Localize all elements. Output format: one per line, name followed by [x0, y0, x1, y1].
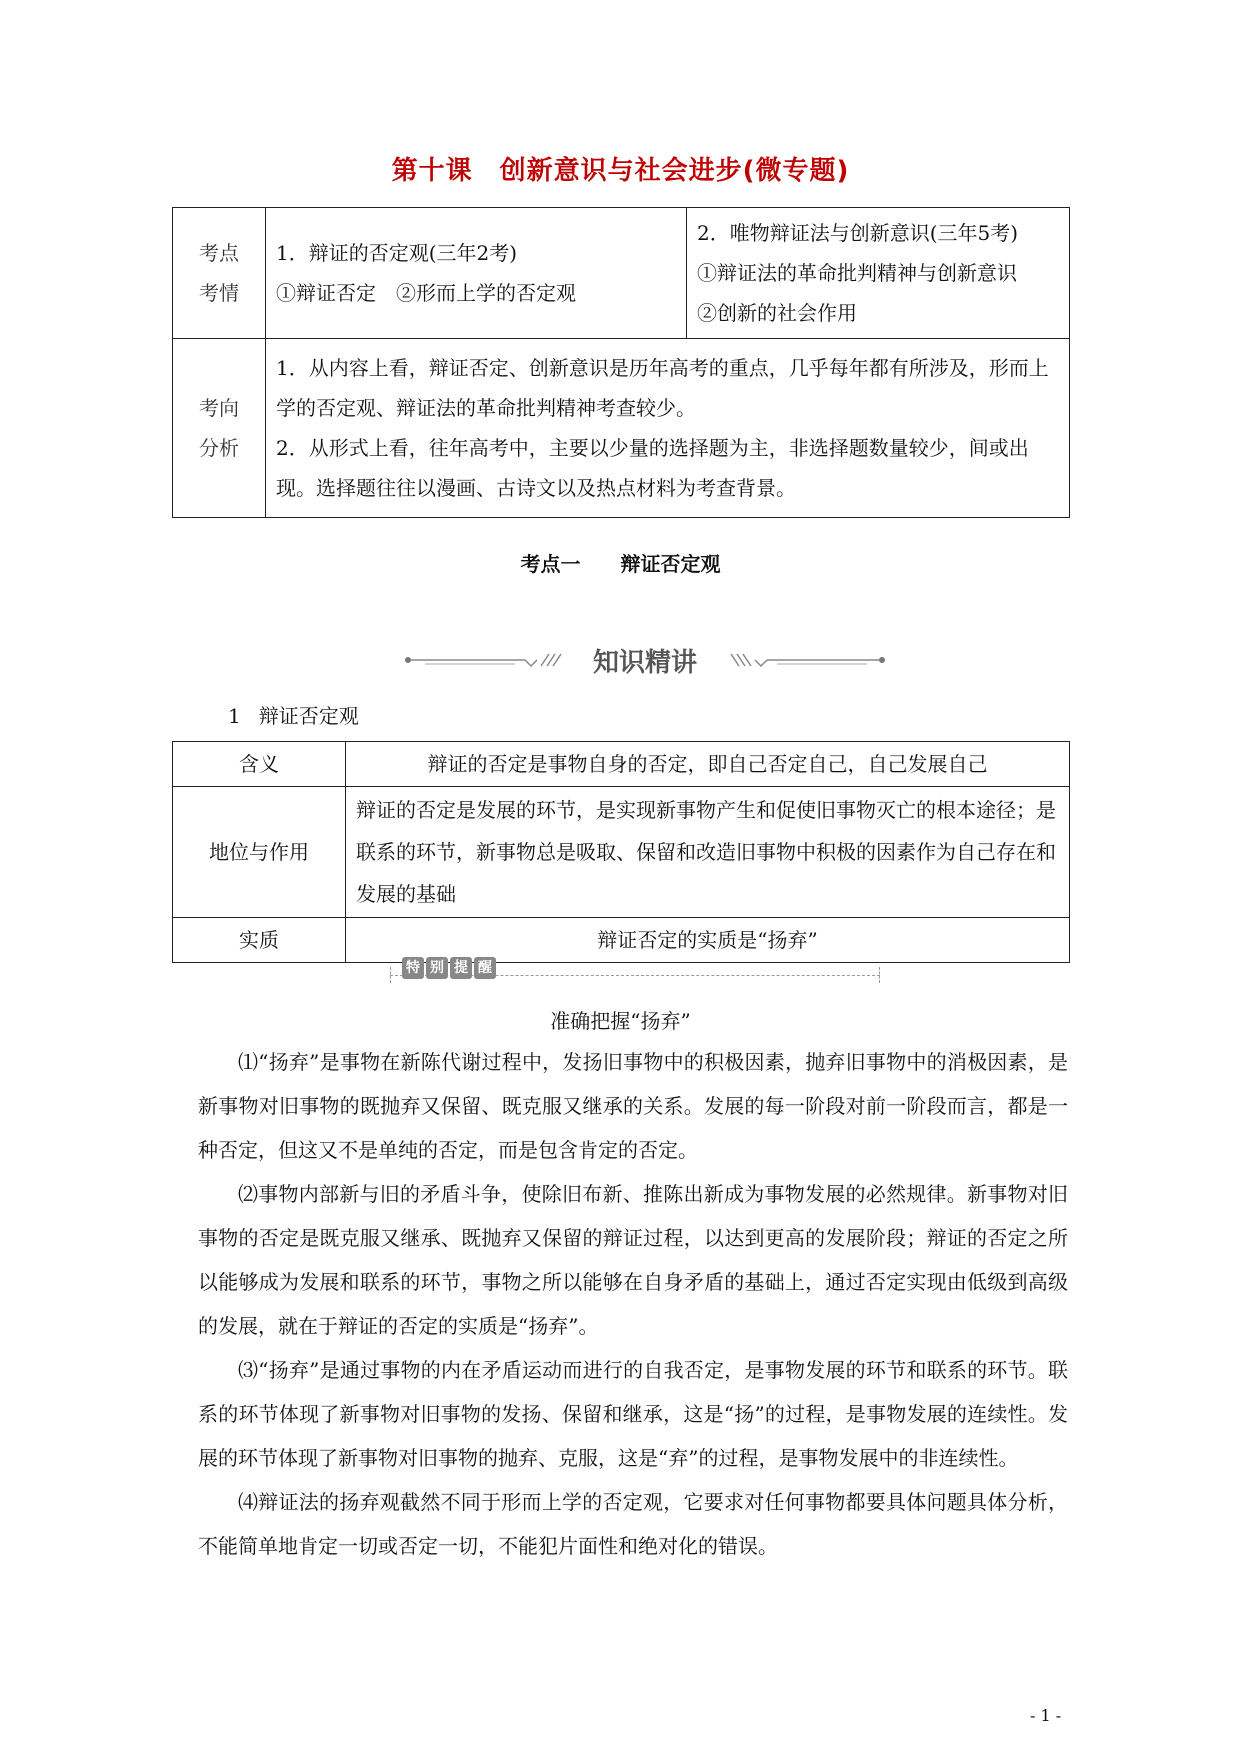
divider: [390, 967, 391, 983]
table-row: [173, 742, 1070, 787]
reminder-tag: 特 别 提 醒: [402, 957, 496, 979]
knowledge-banner: [405, 640, 885, 680]
lesson-title: 第十课 创新意识与社会进步(微专题): [391, 156, 850, 186]
overview-label-kaodian: 考点 考情: [173, 208, 266, 339]
overview-topic-1: 1．辩证的否定观(三年2考) ①辩证否定 ②形而上学的否定观: [266, 208, 687, 339]
table-row: [173, 787, 1070, 918]
concept-text: 辩证的否定是事物自身的否定，即自己否定自己，自己发展自己: [346, 742, 1070, 787]
section-title: 考点一 辩证否定观: [520, 552, 721, 576]
table-row: [173, 918, 1070, 963]
paragraph-4: ⑷辩证法的扬弃观截然不同于形而上学的否定观，它要求对任何事物都要具体问题具体分析，不能简单地肯定一切或否定一切，不能犯片面性和绝对化的错误。: [198, 1490, 1068, 1558]
special-reminder-box: [390, 957, 880, 987]
overview-topic-2: 2．唯物辩证法与创新意识(三年5考) ①辩证法的革命批判精神与创新意识 ②创新的社会作用: [687, 208, 1070, 339]
concept-label: 实质: [173, 918, 346, 963]
subheading-number: 1: [228, 704, 241, 728]
divider: [879, 967, 880, 983]
concept-label: 含义: [173, 742, 346, 787]
banner-title: 知识精讲: [592, 648, 697, 678]
paragraph-3: ⑶“扬弃”是通过事物的内在矛盾运动而进行的自我否定，是事物发展的环节和联系的环节。联系的环节体现了新事物对旧事物的发扬、保留和继承，这是“扬”的过程，是事物发展的连续性。发展的环节体现了新事物对旧事物的抛弃、克服，这是“弃”的过程，是事物发展中的非连续性。: [198, 1358, 1068, 1470]
overview-table: [172, 207, 1070, 518]
concept-text: 辩证的否定是发展的环节，是实现新事物产生和促使旧事物灭亡的根本途径；是联系的环节，新事物总是吸取、保留和改造旧事物中积极的因素作为自己存在和发展的基础: [346, 787, 1070, 918]
reminder-heading: 准确把握“扬弃”: [550, 1009, 691, 1033]
paragraph-1: ⑴“扬弃”是事物在新陈代谢过程中，发扬旧事物中的积极因素，抛弃旧事物中的消极因素，是新事物对旧事物的既抛弃又保留、既克服又继承的关系。发展的每一阶段对前一阶段而言，都是一种否定，但这又不是单纯的否定，而是包含肯定的否定。: [198, 1050, 1068, 1162]
concept-label: 地位与作用: [173, 787, 346, 918]
overview-label-kaoxiang: 考向 分析: [173, 339, 266, 518]
overview-analysis: 1．从内容上看，辩证否定、创新意识是历年高考的重点，几乎每年都有所涉及，形而上学的否定观、辩证法的革命批判精神考查较少。 2．从形式上看，往年高考中，主要以少量的选择题为主，非选择题数量较少，间或出现。选择题往往以漫画、古诗文以及热点材料为考查背景。: [266, 339, 1070, 518]
page-number: - 1 -: [1030, 1706, 1062, 1725]
subheading: [228, 700, 377, 729]
concept-text: 辩证否定的实质是“扬弃”: [346, 918, 1070, 963]
paragraph-2: ⑵事物内部新与旧的矛盾斗争，使除旧布新、推陈出新成为事物发展的必然规律。新事物对旧事物的否定是既克服又继承、既抛弃又保留的辩证过程，以达到更高的发展阶段；辩证的否定之所以能够成为发展和联系的环节，事物之所以能够在自身矛盾的基础上，通过否定实现由低级到高级的发展，就在于辩证的否定的实质是“扬弃”。: [198, 1182, 1068, 1338]
subheading-text: 辩证否定观: [258, 704, 359, 728]
concept-table: [172, 741, 1070, 963]
